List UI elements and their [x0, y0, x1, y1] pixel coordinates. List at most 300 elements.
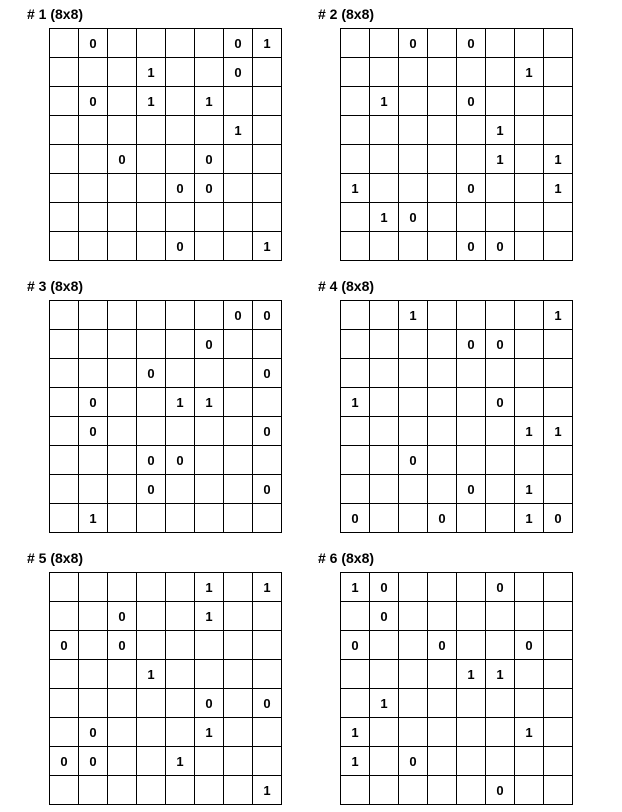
grid-cell[interactable]: [341, 660, 370, 689]
grid-cell[interactable]: [224, 776, 253, 805]
grid-cell[interactable]: [457, 417, 486, 446]
grid-cell[interactable]: [515, 87, 544, 116]
grid-cell[interactable]: 0: [137, 359, 166, 388]
grid-cell[interactable]: [399, 573, 428, 602]
grid-cell[interactable]: [370, 631, 399, 660]
grid-cell[interactable]: [370, 388, 399, 417]
grid-cell[interactable]: 0: [399, 203, 428, 232]
grid-cell[interactable]: [137, 301, 166, 330]
grid-cell[interactable]: [50, 504, 79, 533]
grid-cell[interactable]: [544, 87, 573, 116]
grid-cell[interactable]: [79, 58, 108, 87]
grid-cell[interactable]: [428, 747, 457, 776]
grid-cell[interactable]: 1: [341, 573, 370, 602]
grid-cell[interactable]: 1: [195, 602, 224, 631]
grid-cell[interactable]: [79, 573, 108, 602]
grid-cell[interactable]: [137, 145, 166, 174]
grid-cell[interactable]: [544, 116, 573, 145]
grid-cell[interactable]: [79, 602, 108, 631]
grid-cell[interactable]: [195, 29, 224, 58]
grid-cell[interactable]: [137, 718, 166, 747]
grid-cell[interactable]: 1: [253, 232, 282, 261]
grid-cell[interactable]: [195, 776, 224, 805]
grid-cell[interactable]: [166, 504, 195, 533]
grid-cell[interactable]: [224, 87, 253, 116]
grid-cell[interactable]: [224, 417, 253, 446]
grid-cell[interactable]: [486, 631, 515, 660]
grid-cell[interactable]: [399, 660, 428, 689]
grid-cell[interactable]: 0: [137, 475, 166, 504]
grid-cell[interactable]: [166, 417, 195, 446]
grid-cell[interactable]: [370, 417, 399, 446]
grid-cell[interactable]: [253, 747, 282, 776]
grid-cell[interactable]: 1: [370, 689, 399, 718]
grid-cell[interactable]: [195, 475, 224, 504]
grid-cell[interactable]: [370, 330, 399, 359]
grid-cell[interactable]: [486, 58, 515, 87]
grid-cell[interactable]: [544, 29, 573, 58]
grid-cell[interactable]: 0: [166, 232, 195, 261]
grid-cell[interactable]: [515, 203, 544, 232]
grid-cell[interactable]: 1: [137, 58, 166, 87]
grid-cell[interactable]: [166, 58, 195, 87]
grid-cell[interactable]: [137, 573, 166, 602]
grid-cell[interactable]: [515, 301, 544, 330]
grid-cell[interactable]: [137, 174, 166, 203]
grid-cell[interactable]: [108, 573, 137, 602]
grid-cell[interactable]: [428, 388, 457, 417]
grid-cell[interactable]: 0: [370, 573, 399, 602]
grid-cell[interactable]: 0: [195, 174, 224, 203]
grid-cell[interactable]: 1: [544, 301, 573, 330]
grid-cell[interactable]: [253, 145, 282, 174]
grid-cell[interactable]: [166, 573, 195, 602]
grid-cell[interactable]: [195, 58, 224, 87]
grid-cell[interactable]: [108, 475, 137, 504]
grid-cell[interactable]: [79, 660, 108, 689]
grid-cell[interactable]: [370, 776, 399, 805]
grid-cell[interactable]: [224, 330, 253, 359]
grid-cell[interactable]: [108, 446, 137, 475]
grid-cell[interactable]: [79, 145, 108, 174]
grid-cell[interactable]: [457, 301, 486, 330]
grid-cell[interactable]: [486, 417, 515, 446]
grid-cell[interactable]: 1: [195, 718, 224, 747]
grid-cell[interactable]: [50, 145, 79, 174]
grid-cell[interactable]: [370, 747, 399, 776]
grid-cell[interactable]: [515, 116, 544, 145]
grid-cell[interactable]: [108, 504, 137, 533]
grid-cell[interactable]: [370, 116, 399, 145]
grid-cell[interactable]: 0: [486, 330, 515, 359]
grid-cell[interactable]: [224, 145, 253, 174]
grid-cell[interactable]: [224, 446, 253, 475]
grid-cell[interactable]: 0: [399, 29, 428, 58]
grid-cell[interactable]: [428, 359, 457, 388]
grid-cell[interactable]: [50, 301, 79, 330]
grid-cell[interactable]: [428, 29, 457, 58]
grid-cell[interactable]: [108, 232, 137, 261]
grid-cell[interactable]: 1: [341, 174, 370, 203]
grid-cell[interactable]: [166, 689, 195, 718]
grid-cell[interactable]: [79, 631, 108, 660]
grid-cell[interactable]: [224, 660, 253, 689]
grid-cell[interactable]: [166, 29, 195, 58]
grid-cell[interactable]: [486, 359, 515, 388]
grid-cell[interactable]: [399, 776, 428, 805]
grid-cell[interactable]: 0: [50, 747, 79, 776]
grid-cell[interactable]: 0: [224, 301, 253, 330]
grid-cell[interactable]: [166, 718, 195, 747]
grid-cell[interactable]: 1: [137, 660, 166, 689]
grid-cell[interactable]: [457, 631, 486, 660]
grid-cell[interactable]: [399, 388, 428, 417]
grid-cell[interactable]: [50, 203, 79, 232]
grid-cell[interactable]: 1: [544, 174, 573, 203]
grid-cell[interactable]: [399, 602, 428, 631]
grid-cell[interactable]: [370, 446, 399, 475]
grid-cell[interactable]: 0: [137, 446, 166, 475]
grid-cell[interactable]: [428, 87, 457, 116]
grid-cell[interactable]: [457, 747, 486, 776]
grid-cell[interactable]: [486, 29, 515, 58]
grid-cell[interactable]: 0: [370, 602, 399, 631]
grid-cell[interactable]: [544, 475, 573, 504]
grid-cell[interactable]: [428, 573, 457, 602]
grid-cell[interactable]: [50, 116, 79, 145]
grid-cell[interactable]: [544, 359, 573, 388]
grid-cell[interactable]: [399, 718, 428, 747]
grid-cell[interactable]: 1: [370, 87, 399, 116]
grid-cell[interactable]: [486, 87, 515, 116]
grid-cell[interactable]: [224, 232, 253, 261]
grid-cell[interactable]: 0: [544, 504, 573, 533]
grid-cell[interactable]: 0: [79, 388, 108, 417]
grid-cell[interactable]: [515, 359, 544, 388]
grid-cell[interactable]: [486, 689, 515, 718]
grid-cell[interactable]: [108, 359, 137, 388]
grid-cell[interactable]: [486, 747, 515, 776]
grid-cell[interactable]: [486, 301, 515, 330]
grid-cell[interactable]: [79, 301, 108, 330]
grid-cell[interactable]: 0: [399, 446, 428, 475]
grid-cell[interactable]: [224, 602, 253, 631]
grid-cell[interactable]: [428, 417, 457, 446]
grid-cell[interactable]: [544, 388, 573, 417]
grid-cell[interactable]: [341, 29, 370, 58]
grid-cell[interactable]: [341, 359, 370, 388]
grid-cell[interactable]: [370, 504, 399, 533]
grid-cell[interactable]: [137, 116, 166, 145]
grid-cell[interactable]: 0: [253, 359, 282, 388]
grid-cell[interactable]: [544, 602, 573, 631]
grid-cell[interactable]: [399, 145, 428, 174]
grid-cell[interactable]: [50, 689, 79, 718]
grid-cell[interactable]: 1: [137, 87, 166, 116]
grid-cell[interactable]: [515, 174, 544, 203]
grid-cell[interactable]: [195, 417, 224, 446]
grid-cell[interactable]: [166, 602, 195, 631]
grid-cell[interactable]: 1: [370, 203, 399, 232]
grid-cell[interactable]: [428, 116, 457, 145]
grid-cell[interactable]: 0: [341, 631, 370, 660]
grid-cell[interactable]: [428, 446, 457, 475]
grid-cell[interactable]: 1: [486, 660, 515, 689]
grid-cell[interactable]: [50, 174, 79, 203]
grid-cell[interactable]: [137, 631, 166, 660]
grid-cell[interactable]: [457, 116, 486, 145]
grid-cell[interactable]: [486, 203, 515, 232]
grid-cell[interactable]: 0: [253, 301, 282, 330]
grid-cell[interactable]: [457, 388, 486, 417]
grid-cell[interactable]: [457, 573, 486, 602]
grid-cell[interactable]: [544, 446, 573, 475]
grid-cell[interactable]: [253, 660, 282, 689]
grid-cell[interactable]: [428, 660, 457, 689]
grid-cell[interactable]: [137, 747, 166, 776]
grid-cell[interactable]: [457, 776, 486, 805]
grid-cell[interactable]: 1: [544, 145, 573, 174]
grid-cell[interactable]: [399, 417, 428, 446]
grid-cell[interactable]: 1: [515, 718, 544, 747]
grid-cell[interactable]: [50, 475, 79, 504]
grid-cell[interactable]: [108, 29, 137, 58]
grid-cell[interactable]: [166, 330, 195, 359]
grid-cell[interactable]: [108, 203, 137, 232]
grid-cell[interactable]: 0: [486, 776, 515, 805]
grid-cell[interactable]: [457, 504, 486, 533]
grid-cell[interactable]: [137, 29, 166, 58]
grid-cell[interactable]: [341, 58, 370, 87]
grid-cell[interactable]: [515, 232, 544, 261]
grid-cell[interactable]: 0: [79, 718, 108, 747]
grid-cell[interactable]: [253, 718, 282, 747]
grid-cell[interactable]: [486, 718, 515, 747]
grid-cell[interactable]: 0: [486, 388, 515, 417]
grid-cell[interactable]: [341, 116, 370, 145]
grid-cell[interactable]: [486, 174, 515, 203]
grid-cell[interactable]: [166, 660, 195, 689]
grid-cell[interactable]: [50, 359, 79, 388]
grid-cell[interactable]: [341, 602, 370, 631]
grid-cell[interactable]: [399, 232, 428, 261]
grid-cell[interactable]: [457, 359, 486, 388]
grid-cell[interactable]: 0: [253, 475, 282, 504]
grid-cell[interactable]: [108, 388, 137, 417]
grid-cell[interactable]: 1: [544, 417, 573, 446]
grid-cell[interactable]: [224, 388, 253, 417]
grid-cell[interactable]: [137, 388, 166, 417]
grid-cell[interactable]: 1: [341, 388, 370, 417]
grid-cell[interactable]: [399, 359, 428, 388]
grid-cell[interactable]: [253, 330, 282, 359]
grid-cell[interactable]: [166, 145, 195, 174]
grid-cell[interactable]: 0: [224, 29, 253, 58]
grid-cell[interactable]: 0: [486, 573, 515, 602]
grid-cell[interactable]: [486, 504, 515, 533]
grid-cell[interactable]: [428, 776, 457, 805]
grid-cell[interactable]: [457, 718, 486, 747]
grid-cell[interactable]: [79, 330, 108, 359]
grid-cell[interactable]: [50, 330, 79, 359]
grid-cell[interactable]: 0: [79, 417, 108, 446]
grid-cell[interactable]: [195, 446, 224, 475]
grid-cell[interactable]: [195, 232, 224, 261]
grid-cell[interactable]: [253, 203, 282, 232]
grid-cell[interactable]: 0: [195, 145, 224, 174]
grid-cell[interactable]: 0: [399, 747, 428, 776]
grid-cell[interactable]: [253, 58, 282, 87]
grid-cell[interactable]: [195, 116, 224, 145]
grid-cell[interactable]: [515, 573, 544, 602]
grid-cell[interactable]: [341, 145, 370, 174]
grid-cell[interactable]: [108, 116, 137, 145]
grid-cell[interactable]: 0: [341, 504, 370, 533]
grid-cell[interactable]: [457, 58, 486, 87]
grid-cell[interactable]: [544, 747, 573, 776]
grid-cell[interactable]: [166, 359, 195, 388]
grid-cell[interactable]: [544, 689, 573, 718]
grid-cell[interactable]: [515, 602, 544, 631]
grid-cell[interactable]: [253, 388, 282, 417]
grid-cell[interactable]: [428, 475, 457, 504]
grid-cell[interactable]: 1: [253, 29, 282, 58]
grid-cell[interactable]: 0: [108, 631, 137, 660]
grid-cell[interactable]: [224, 573, 253, 602]
grid-cell[interactable]: [79, 116, 108, 145]
grid-cell[interactable]: 1: [515, 475, 544, 504]
grid-cell[interactable]: [428, 174, 457, 203]
grid-cell[interactable]: 1: [166, 388, 195, 417]
grid-cell[interactable]: [224, 203, 253, 232]
grid-cell[interactable]: [50, 87, 79, 116]
grid-cell[interactable]: [253, 504, 282, 533]
grid-cell[interactable]: [79, 203, 108, 232]
grid-cell[interactable]: [544, 660, 573, 689]
grid-cell[interactable]: 1: [253, 776, 282, 805]
grid-cell[interactable]: [370, 232, 399, 261]
grid-cell[interactable]: [341, 776, 370, 805]
grid-cell[interactable]: [515, 145, 544, 174]
grid-cell[interactable]: [457, 689, 486, 718]
grid-cell[interactable]: [79, 776, 108, 805]
grid-cell[interactable]: [341, 475, 370, 504]
grid-cell[interactable]: 0: [486, 232, 515, 261]
grid-cell[interactable]: 1: [341, 718, 370, 747]
grid-cell[interactable]: [515, 330, 544, 359]
grid-cell[interactable]: [486, 475, 515, 504]
grid-cell[interactable]: [253, 116, 282, 145]
grid-cell[interactable]: [195, 203, 224, 232]
grid-cell[interactable]: [50, 718, 79, 747]
grid-cell[interactable]: [370, 660, 399, 689]
grid-cell[interactable]: 0: [457, 87, 486, 116]
grid-cell[interactable]: [224, 631, 253, 660]
grid-cell[interactable]: [486, 602, 515, 631]
grid-cell[interactable]: [428, 330, 457, 359]
grid-cell[interactable]: [544, 58, 573, 87]
grid-cell[interactable]: 0: [428, 504, 457, 533]
grid-cell[interactable]: [79, 359, 108, 388]
grid-cell[interactable]: [341, 689, 370, 718]
grid-cell[interactable]: [341, 87, 370, 116]
grid-cell[interactable]: [399, 689, 428, 718]
grid-cell[interactable]: [166, 776, 195, 805]
grid-cell[interactable]: 1: [195, 573, 224, 602]
grid-cell[interactable]: [399, 631, 428, 660]
grid-cell[interactable]: 1: [166, 747, 195, 776]
grid-cell[interactable]: [428, 689, 457, 718]
grid-cell[interactable]: [428, 232, 457, 261]
grid-cell[interactable]: [457, 145, 486, 174]
grid-cell[interactable]: [370, 718, 399, 747]
grid-cell[interactable]: [370, 475, 399, 504]
grid-cell[interactable]: [457, 203, 486, 232]
grid-cell[interactable]: 0: [108, 602, 137, 631]
grid-cell[interactable]: [399, 87, 428, 116]
grid-cell[interactable]: [544, 203, 573, 232]
grid-cell[interactable]: [224, 718, 253, 747]
grid-cell[interactable]: [544, 776, 573, 805]
grid-cell[interactable]: [108, 689, 137, 718]
grid-cell[interactable]: 0: [253, 417, 282, 446]
grid-cell[interactable]: [166, 203, 195, 232]
grid-cell[interactable]: [108, 87, 137, 116]
grid-cell[interactable]: [79, 689, 108, 718]
grid-cell[interactable]: 0: [166, 446, 195, 475]
grid-cell[interactable]: 0: [166, 174, 195, 203]
grid-cell[interactable]: [515, 446, 544, 475]
grid-cell[interactable]: [515, 689, 544, 718]
grid-cell[interactable]: [341, 446, 370, 475]
grid-cell[interactable]: [137, 504, 166, 533]
grid-cell[interactable]: 1: [457, 660, 486, 689]
grid-cell[interactable]: [50, 58, 79, 87]
grid-cell[interactable]: 1: [515, 58, 544, 87]
grid-cell[interactable]: [253, 446, 282, 475]
grid-cell[interactable]: [108, 301, 137, 330]
grid-cell[interactable]: 1: [399, 301, 428, 330]
grid-cell[interactable]: [50, 29, 79, 58]
grid-cell[interactable]: 1: [515, 417, 544, 446]
grid-cell[interactable]: 1: [253, 573, 282, 602]
grid-cell[interactable]: [515, 388, 544, 417]
grid-cell[interactable]: 0: [195, 330, 224, 359]
grid-cell[interactable]: 1: [515, 504, 544, 533]
grid-cell[interactable]: [428, 145, 457, 174]
grid-cell[interactable]: [108, 718, 137, 747]
grid-cell[interactable]: 0: [108, 145, 137, 174]
grid-cell[interactable]: [137, 232, 166, 261]
grid-cell[interactable]: [428, 602, 457, 631]
grid-cell[interactable]: [399, 504, 428, 533]
grid-cell[interactable]: 1: [486, 145, 515, 174]
grid-cell[interactable]: [166, 631, 195, 660]
grid-cell[interactable]: [137, 417, 166, 446]
grid-cell[interactable]: [50, 446, 79, 475]
grid-cell[interactable]: [428, 58, 457, 87]
grid-cell[interactable]: 0: [253, 689, 282, 718]
grid-cell[interactable]: [253, 631, 282, 660]
grid-cell[interactable]: [253, 174, 282, 203]
grid-cell[interactable]: [50, 776, 79, 805]
grid-cell[interactable]: [108, 330, 137, 359]
grid-cell[interactable]: [224, 359, 253, 388]
grid-cell[interactable]: 0: [79, 29, 108, 58]
grid-cell[interactable]: [457, 602, 486, 631]
grid-cell[interactable]: 1: [195, 388, 224, 417]
grid-cell[interactable]: 0: [457, 475, 486, 504]
